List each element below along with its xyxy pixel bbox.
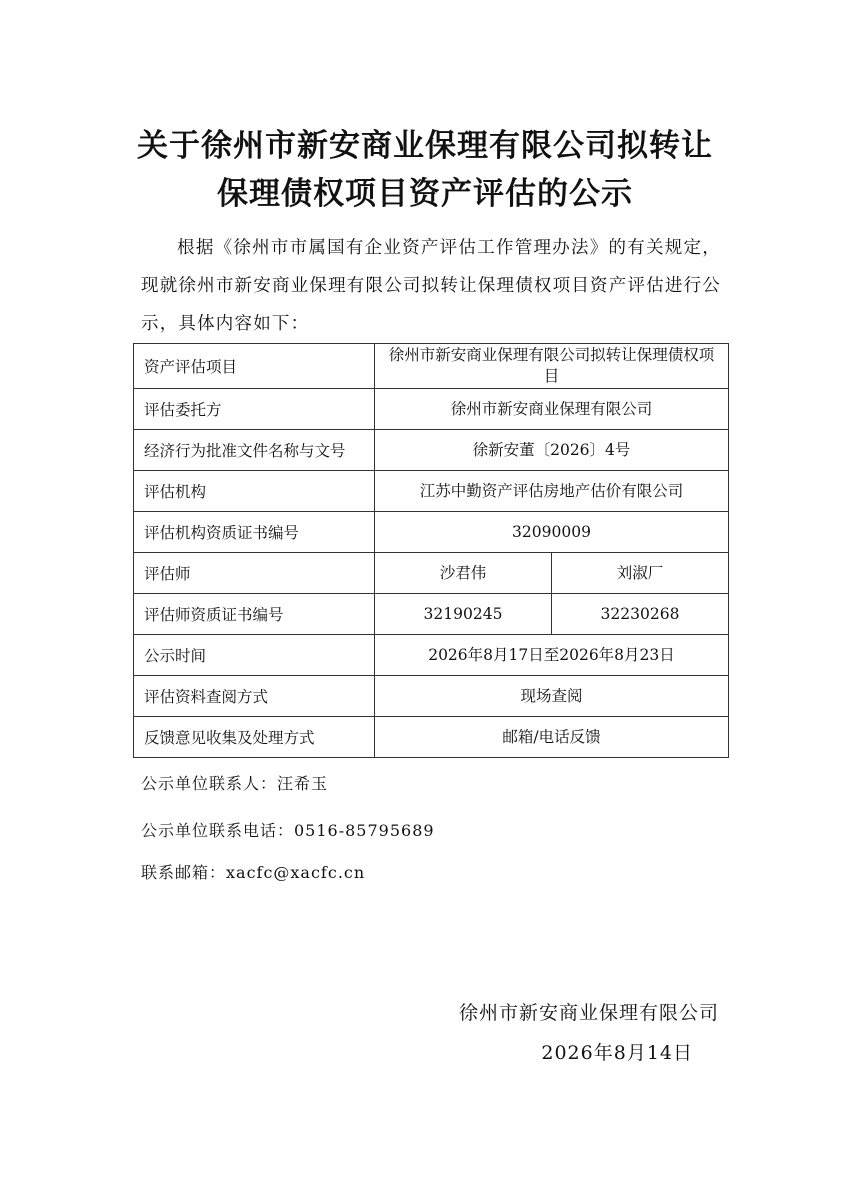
signature-date: 2026年8月14日 [541,1042,693,1064]
table-row [134,676,729,717]
table-label: 评估机构 [134,471,375,512]
table-row [134,512,729,553]
table-label: 反馈意见收集及处理方式 [134,717,375,758]
table-label: 评估资料查阅方式 [134,676,375,717]
table-value: 刘淑厂 [552,553,729,594]
table-value: 江苏中勤资产评估房地产估价有限公司 [375,471,729,512]
table-row [134,717,729,758]
table-label: 评估师 [134,553,375,594]
table-row [134,430,729,471]
table-value: 徐州市新安商业保理有限公司 [375,389,729,430]
table-value: 2026年8月17日至2026年8月23日 [375,635,729,676]
table-value: 徐州市新安商业保理有限公司拟转让保理债权项目 [375,344,729,389]
table-value: 32190245 [375,594,552,635]
table-label: 评估师资质证书编号 [134,594,375,635]
contact-person: 公示单位联系人：汪希玉 [141,774,329,793]
table-value: 32230268 [552,594,729,635]
table-label: 评估委托方 [134,389,375,430]
intro-text: 根据《徐州市市属国有企业资产评估工作管理办法》的有关规定，现就徐州市新安商业保理有限公司拟转让保理债权项目资产评估进行公示，具体内容如下： [141,238,721,334]
table-value: 沙君伟 [375,553,552,594]
table-row [134,594,729,635]
table-label: 经济行为批准文件名称与文号 [134,430,375,471]
table-row [134,344,729,389]
table-row [134,471,729,512]
table-value: 徐新安董〔2026〕4号 [375,430,729,471]
table-label: 评估机构资质证书编号 [134,512,375,553]
document-title-line2: 保理债权项目资产评估的公示 [217,176,633,212]
contact-phone: 公示单位联系电话：0516-85795689 [141,821,435,840]
table-row [134,553,729,594]
table-value: 32090009 [375,512,729,553]
table-label: 资产评估项目 [134,344,375,389]
intro-paragraph [141,229,721,343]
table-row [134,635,729,676]
table-value: 邮箱/电话反馈 [375,717,729,758]
contact-email: 联系邮箱：xacfc@xacfc.cn [141,863,366,882]
table-value: 现场查阅 [375,676,729,717]
assessment-info-table [133,343,729,758]
table-row [134,389,729,430]
table-label: 公示时间 [134,635,375,676]
document-title-line1: 关于徐州市新安商业保理有限公司拟转让 [137,128,713,164]
signature-organization: 徐州市新安商业保理有限公司 [458,1002,719,1024]
